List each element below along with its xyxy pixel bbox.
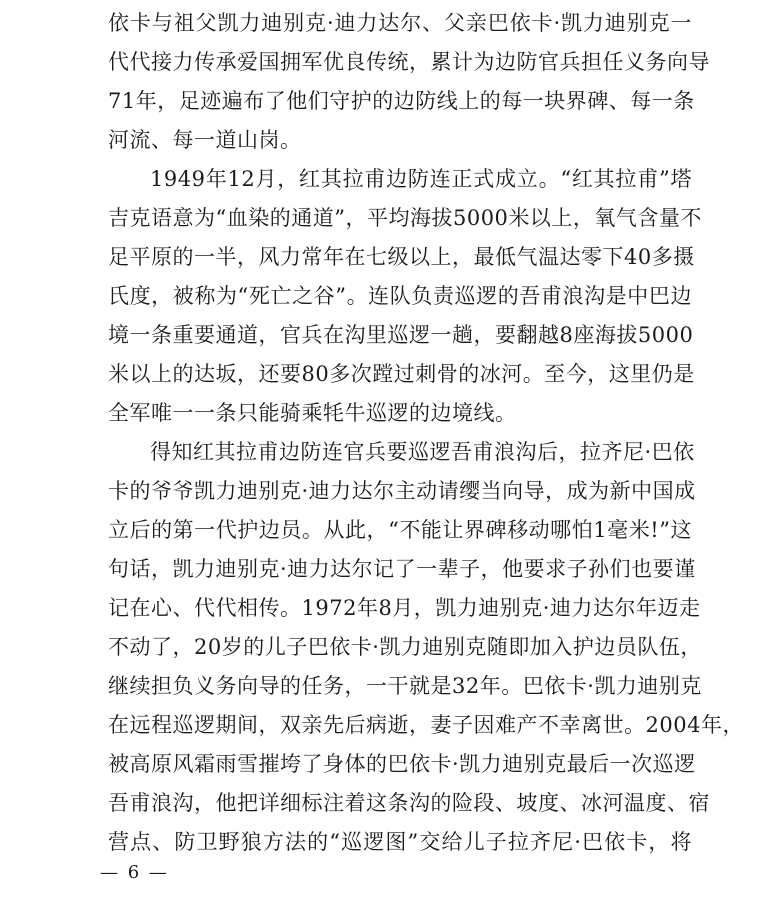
text-line: 记在心、代代相传。1972年8月，凯力迪别克·迪力达尔年迈走 <box>108 596 701 620</box>
text-line: 71年，足迹遍布了他们守护的边防线上的每一块界碑、每一条 <box>108 89 695 113</box>
text-line: 不动了，20岁的儿子巴依卡·凯力迪别克随即加入护边员队伍， <box>108 635 702 659</box>
text-line: 被高原风霜雨雪摧垮了身体的巴依卡·凯力迪别克最后一次巡逻 <box>108 752 696 776</box>
text-line: 氏度，被称为“死亡之谷”。连队负责巡逻的吾甫浪沟是中巴边 <box>108 284 692 308</box>
text-line: 句话，凯力迪别克·迪力达尔记了一辈子，他要求子孙们也要谨 <box>108 557 696 581</box>
text-line: 依卡与祖父凯力迪别克·迪力达尔、父亲巴依卡·凯力迪别克一 <box>108 11 692 35</box>
text-line: 足平原的一半，风力常年在七级以上，最低气温达零下40多摄 <box>108 245 695 269</box>
text-line: 卡的爷爷凯力迪别克·迪力达尔主动请缨当向导，成为新中国成 <box>108 479 696 503</box>
text-line: 在远程巡逻期间，双亲先后病逝，妻子因难产不幸离世。2004年， <box>108 713 744 737</box>
text-line: 代代接力传承爱国拥军优良传统，累计为边防官兵担任义务向导 <box>108 50 710 74</box>
page-number: — 6 — <box>100 862 169 883</box>
text-line: 境一条重要通道，官兵在沟里巡逻一趟，要翻越8座海拔5000 <box>108 323 694 347</box>
text-line: 营点、防卫野狼方法的“巡逻图”交给儿子拉齐尼·巴依卡，将 <box>108 830 692 854</box>
text-line: 继续担负义务向导的任务，一干就是32年。巴依卡·凯力迪别克 <box>108 674 702 698</box>
text-line: 吉克语意为“血染的通道”，平均海拔5000米以上，氧气含量不 <box>108 206 702 230</box>
text-line: 吾甫浪沟，他把详细标注着这条沟的险段、坡度、冰河温度、宿 <box>108 791 710 815</box>
text-line: 得知红其拉甫边防连官兵要巡逻吾甫浪沟后，拉齐尼·巴依 <box>150 440 695 464</box>
text-line: 全军唯一一条只能骑乘牦牛巡逻的边境线。 <box>108 401 517 425</box>
text-line: 1949年12月，红其拉甫边防连正式成立。“红其拉甫”塔 <box>150 167 692 191</box>
text-line: 河流、每一道山岗。 <box>108 128 302 152</box>
text-line: 米以上的达坂，还要80多次蹚过刺骨的冰河。至今，这里仍是 <box>108 362 695 386</box>
text-line: 立后的第一代护边员。从此，“不能让界碑移动哪怕1毫米!”这 <box>108 518 692 542</box>
